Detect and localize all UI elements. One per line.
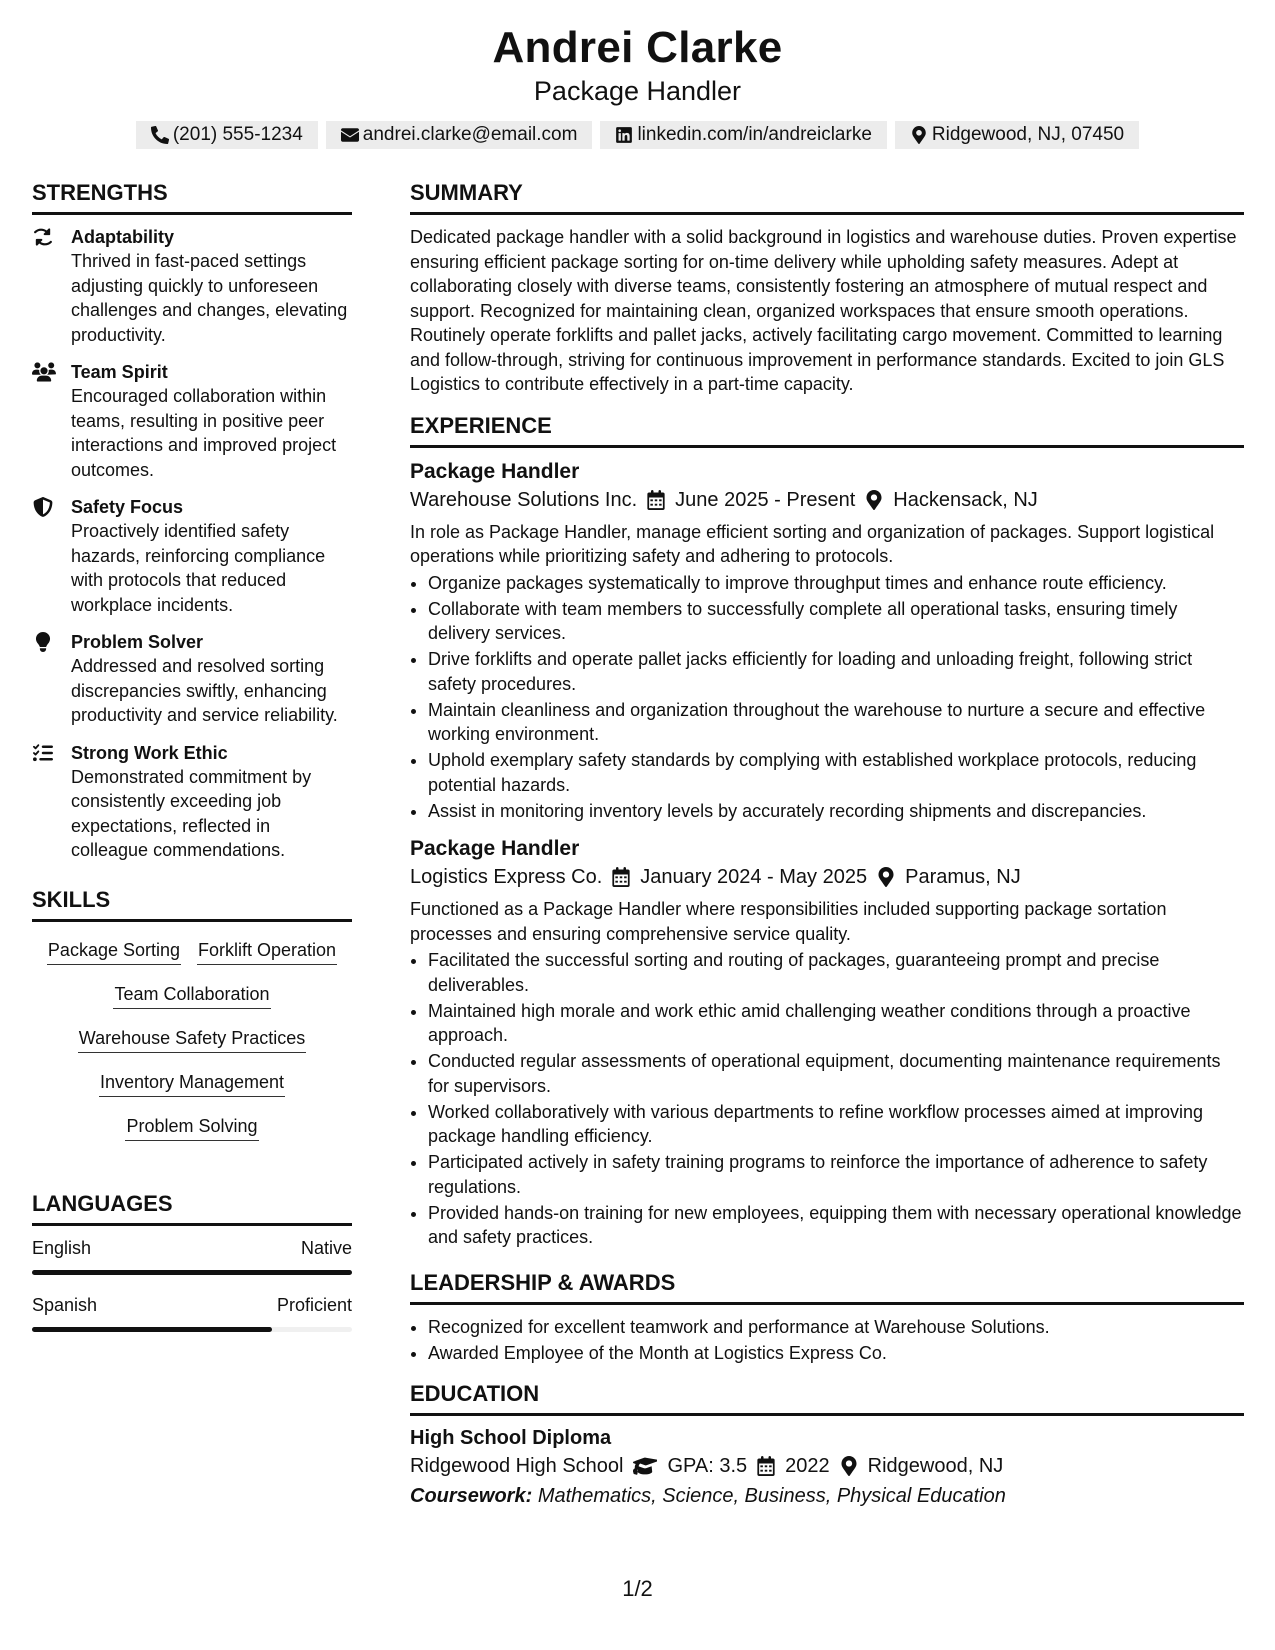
language-proficiency-bar bbox=[32, 1327, 352, 1332]
skills-heading: SKILLS bbox=[32, 885, 352, 922]
job-location: Hackensack, NJ bbox=[893, 488, 1038, 511]
map-pin-icon bbox=[865, 490, 883, 510]
contact-linkedin[interactable] bbox=[600, 121, 886, 149]
linkedin-icon bbox=[615, 126, 633, 144]
summary-heading: SUMMARY bbox=[410, 178, 1244, 215]
education-location: Ridgewood, NJ bbox=[867, 1455, 1004, 1477]
education-gpa: GPA: 3.5 bbox=[667, 1455, 748, 1477]
strength-desc: Proactively identified safety hazards, reinforcing compliance with protocols that reduced workplace incidents. bbox=[71, 521, 326, 615]
contact-phone[interactable] bbox=[136, 121, 318, 149]
page-number: 1/2 bbox=[622, 1576, 653, 1601]
list-item: • Uphold exemplary safety standards by complying with established workplace protocols, reducing potential hazards. bbox=[428, 748, 1244, 797]
job-company: Logistics Express Co. bbox=[410, 866, 603, 888]
skill-tag: Problem Solving bbox=[125, 1114, 258, 1141]
envelope-icon bbox=[341, 126, 359, 144]
education-coursework bbox=[410, 1482, 1244, 1510]
strength-item bbox=[32, 630, 352, 728]
skills-list bbox=[32, 932, 352, 1141]
strength-item bbox=[32, 495, 352, 617]
contact-location-text: Ridgewood, NJ, 07450 bbox=[931, 124, 1125, 145]
right-column bbox=[410, 178, 1244, 1510]
strength-title: Team Spirit bbox=[71, 362, 168, 382]
list-item: • Worked collaboratively with various departments to refine workflow processes aimed at improving package handling efficiency. bbox=[428, 1100, 1244, 1149]
job-meta bbox=[410, 486, 1244, 514]
list-item: • Maintained high morale and work ethic amid challenging weather conditions through a proactive approach. bbox=[428, 999, 1244, 1048]
list-item: • Awarded Employee of the Month at Logistics Express Co. bbox=[428, 1341, 1244, 1366]
skill-tag: Team Collaboration bbox=[113, 982, 270, 1009]
list-item: • Participated actively in safety training programs to reinforce the importance of adherence to safety regulations. bbox=[428, 1150, 1244, 1199]
coursework-list: Mathematics, Science, Business, Physical Education bbox=[537, 1485, 1006, 1507]
language-proficiency-bar bbox=[32, 1270, 352, 1275]
language-level: Native bbox=[300, 1237, 352, 1258]
calendar-icon bbox=[647, 490, 665, 510]
languages-heading: LANGUAGES bbox=[32, 1189, 352, 1226]
experience-heading: EXPERIENCE bbox=[410, 411, 1244, 448]
strength-title: Safety Focus bbox=[71, 497, 184, 517]
skill-tag: Forklift Operation bbox=[197, 938, 337, 965]
strength-desc: Thrived in fast-paced settings adjusting quickly to unforeseen challenges and changes, elevating productivity. bbox=[71, 251, 348, 345]
strength-item bbox=[32, 741, 352, 863]
list-item: • Facilitated the successful sorting and routing of packages, guaranteeing prompt and precise deliverables. bbox=[428, 948, 1244, 997]
skill-tag: Package Sorting bbox=[47, 938, 181, 965]
language-name: Spanish bbox=[32, 1294, 98, 1315]
education-year: 2022 bbox=[785, 1455, 830, 1477]
job-meta bbox=[410, 863, 1244, 891]
job-entry bbox=[410, 835, 1244, 1250]
candidate-title: Package Handler bbox=[533, 76, 742, 106]
job-title: Package Handler bbox=[410, 837, 580, 860]
lightbulb-icon bbox=[32, 632, 54, 652]
job-dates: June 2025 - Present bbox=[675, 488, 856, 511]
calendar-icon bbox=[612, 867, 630, 887]
strengths-heading: STRENGTHS bbox=[32, 178, 352, 215]
calendar-icon bbox=[757, 1456, 775, 1476]
job-description: In role as Package Handler, manage efficient sorting and organization of packages. Support logistical operations while prioritizing safety and adhering to protocols. bbox=[410, 521, 1215, 566]
language-item bbox=[32, 1293, 352, 1332]
list-item: • Assist in monitoring inventory levels by accurately recording shipments and discrepancies. bbox=[428, 799, 1244, 824]
language-item bbox=[32, 1236, 352, 1275]
language-level: Proficient bbox=[276, 1294, 352, 1315]
coursework-label: Coursework: bbox=[410, 1485, 533, 1507]
contact-email-text: andrei.clarke@email.com bbox=[362, 124, 578, 145]
arrows-rotate-icon bbox=[32, 227, 54, 247]
language-proficiency-fill bbox=[32, 1327, 272, 1332]
phone-icon bbox=[151, 126, 169, 144]
skill-tag: Inventory Management bbox=[99, 1070, 285, 1097]
list-item: • Organize packages systematically to improve throughput times and enhance route efficiency. bbox=[428, 571, 1244, 596]
education-degree: High School Diploma bbox=[410, 1427, 612, 1449]
candidate-name: Andrei Clarke bbox=[492, 23, 783, 72]
job-bullets bbox=[410, 948, 1244, 1250]
list-item: • Conducted regular assessments of operational equipment, documenting maintenance requirements for supervisors. bbox=[428, 1049, 1244, 1098]
leadership-list bbox=[410, 1315, 1244, 1366]
leadership-heading: LEADERSHIP & AWARDS bbox=[410, 1268, 1244, 1305]
list-item: • Provided hands-on training for new employees, equipping them with necessary operational knowledge and safety practices. bbox=[428, 1201, 1244, 1250]
contact-location bbox=[895, 121, 1139, 149]
job-company: Warehouse Solutions Inc. bbox=[410, 488, 638, 511]
job-entry bbox=[410, 458, 1244, 824]
graduation-cap-icon bbox=[633, 1456, 657, 1476]
education-meta bbox=[410, 1452, 1244, 1480]
strength-item bbox=[32, 225, 352, 347]
strength-item bbox=[32, 360, 352, 482]
summary-text: Dedicated package handler with a solid background in logistics and warehouse duties. Proven expertise ensuring efficient package sorting for on-time delivery while upholding safety measures. Adept at collaborating closely with diverse teams, consistently fostering an atmosphere of mutual respect and support. Recognized for maintaining clean, organized workspaces that ensure smooth operations. Routinely operate forklifts and pallet jacks, actively facilitating cargo movement. Committed to learning and follow-through, striving for continuous improvement in performance standards. Excited to join GLS Logistics to contribute effectively in a part-time capacity. bbox=[410, 227, 1237, 394]
resume-header bbox=[0, 22, 1275, 149]
list-item: • Maintain cleanliness and organization throughout the warehouse to nurture a secure and effective working environment. bbox=[428, 698, 1244, 747]
job-bullets bbox=[410, 571, 1244, 824]
contact-linkedin-text: linkedin.com/in/andreiclarke bbox=[637, 124, 872, 145]
skill-tag: Warehouse Safety Practices bbox=[78, 1026, 306, 1053]
language-proficiency-fill bbox=[32, 1270, 352, 1275]
education-school: Ridgewood High School bbox=[410, 1455, 624, 1477]
contact-phone-text: (201) 555-1234 bbox=[172, 124, 303, 145]
strength-title: Problem Solver bbox=[71, 632, 204, 652]
job-location: Paramus, NJ bbox=[905, 866, 1021, 888]
list-item: • Collaborate with team members to successfully complete all operational tasks, ensuring timely delivery services. bbox=[428, 597, 1244, 646]
contact-bar bbox=[0, 121, 1275, 149]
map-pin-icon bbox=[840, 1456, 858, 1476]
education-heading: EDUCATION bbox=[410, 1379, 1244, 1416]
strength-title: Adaptability bbox=[71, 227, 175, 247]
shield-icon bbox=[32, 497, 54, 517]
job-description: Functioned as a Package Handler where responsibilities included supporting package sortation processes and ensuring comprehensive service quality. bbox=[410, 899, 1167, 944]
list-check-icon bbox=[32, 743, 54, 763]
job-title: Package Handler bbox=[410, 459, 580, 483]
users-icon bbox=[32, 362, 54, 382]
strength-desc: Addressed and resolved sorting discrepancies swiftly, enhancing productivity and service reliability. bbox=[71, 656, 338, 725]
list-item: • Recognized for excellent teamwork and performance at Warehouse Solutions. bbox=[428, 1315, 1244, 1340]
strength-title: Strong Work Ethic bbox=[71, 742, 228, 763]
strength-desc: Encouraged collaboration within teams, resulting in positive peer interactions and improved project outcomes. bbox=[71, 386, 337, 480]
list-item: • Drive forklifts and operate pallet jacks efficiently for loading and unloading freight, following strict safety procedures. bbox=[428, 647, 1244, 696]
contact-email[interactable] bbox=[326, 121, 593, 149]
job-dates: January 2024 - May 2025 bbox=[640, 866, 868, 888]
language-name: English bbox=[32, 1237, 92, 1258]
left-column bbox=[32, 178, 352, 1350]
map-pin-icon bbox=[877, 867, 895, 887]
map-pin-icon bbox=[910, 126, 928, 144]
strength-desc: Demonstrated commitment by consistently exceeding job expectations, reflected in colleague commendations. bbox=[71, 766, 312, 860]
